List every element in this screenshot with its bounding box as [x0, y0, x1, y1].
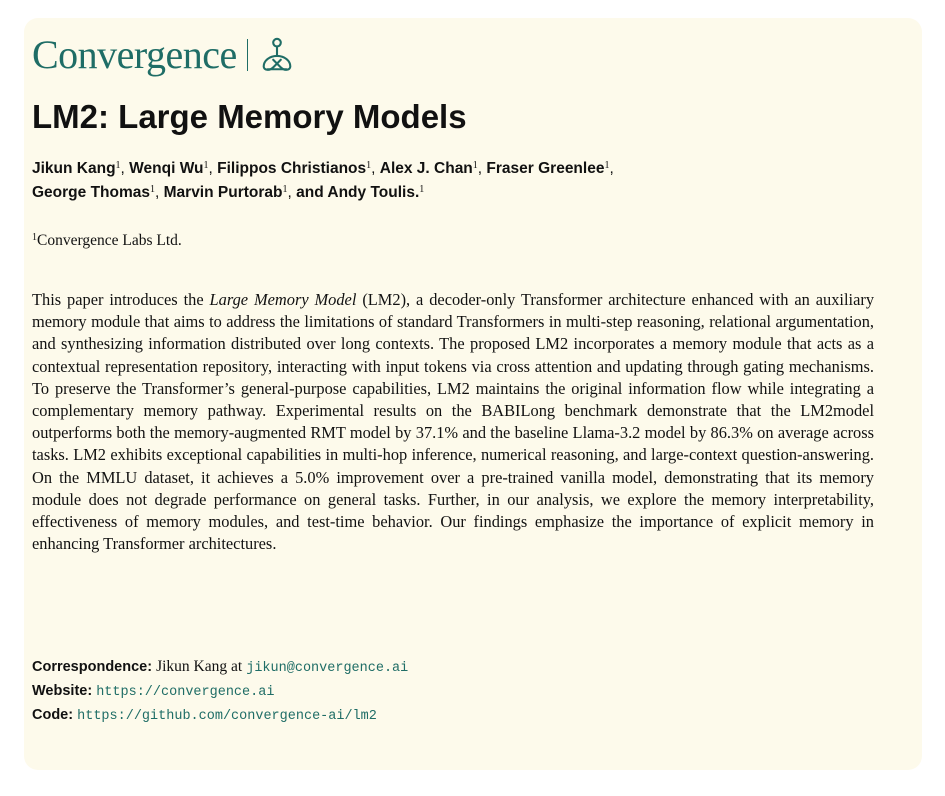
- correspondence-name: Jikun Kang at: [156, 658, 243, 675]
- abstract-emphasis: Large Memory Model: [209, 290, 357, 309]
- author: Marvin Purtorab$^1$,: [163, 184, 297, 201]
- correspondence-email-link[interactable]: jikun@convergence.ai: [246, 661, 409, 676]
- abstract: This paper introduces the Large Memory Model (LM2), a decoder-only Transformer architecture enhanced with an auxiliary memory module that aims to address the limitations of standard Transformers in multi-step reasoning, relational argumentation, and synthesizing information distributed over long contexts. The proposed LM2 incorporates a memory module that acts as a contextual representation repository, interacting with input tokens via cross attention and updating through gating mechanisms. To preserve the Transformer’s general-purpose capabilities, LM2 maintains the original information flow while integrating a complementary memory pathway. Experimental results on the BABILong benchmark demonstrate that the LM2model outperforms both the memory-augmented RMT model by 37.1% and the baseline Llama-3.2 model by 86.3% on average across tasks. LM2 exhibits exceptional capabilities in multi-hop inference, numerical reasoning, and large-context question-answering. On the MMLU dataset, it achieves a 5.0% improvement over a pre-trained vanilla model, demonstrating that its memory module does not degrade performance on general tasks. Further, in our analysis, we explore the memory interpretability, effectiveness of memory modules, and test-time behavior. Our findings emphasize the importance of explicit memory in enhancing Transformer architectures.: [32, 290, 875, 554]
- author: Alex J. Chan$^1$,: [379, 160, 487, 177]
- website-link[interactable]: https://convergence.ai: [96, 685, 275, 700]
- logo-divider: [247, 39, 249, 71]
- code-line: [32, 704, 408, 728]
- website-label: Website:: [32, 683, 93, 699]
- code-label: Code:: [32, 707, 74, 723]
- logo-text: Convergence: [32, 32, 237, 77]
- author: Wenqi Wu$^1$,: [129, 160, 218, 177]
- convergence-knot-icon: [258, 35, 296, 75]
- website-line: [32, 680, 408, 704]
- author: and Andy Toulis.$^1$: [296, 184, 425, 201]
- author-list: [32, 157, 852, 205]
- convergence-logo: [32, 30, 296, 80]
- author: Jikun Kang$^1$,: [32, 160, 130, 177]
- author: George Thomas$^1$,: [32, 184, 164, 201]
- paper-title: LM2: Large Memory Models: [32, 98, 467, 135]
- correspondence-line: [32, 656, 408, 680]
- affiliation: $^1$Convergence Labs Ltd.: [32, 232, 182, 249]
- correspondence-label: Correspondence:: [32, 659, 153, 675]
- author: Fraser Greenlee$^1$,: [486, 160, 614, 177]
- author: Filippos Christianos$^1$,: [217, 160, 380, 177]
- code-link[interactable]: https://github.com/convergence-ai/lm2: [77, 709, 377, 724]
- paper-metadata: [32, 656, 408, 728]
